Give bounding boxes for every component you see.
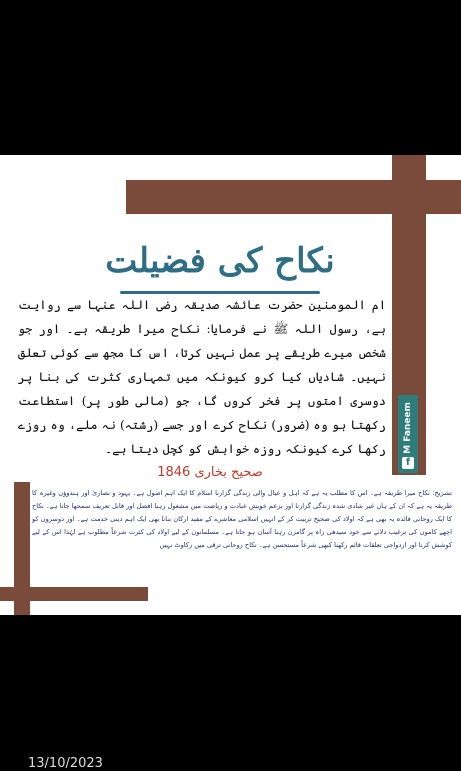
watermark-label: M Faneem [403,402,413,454]
facebook-icon: f [402,457,414,469]
hadith-source: صحیح بخاری 1846 [157,465,263,480]
post-card [0,155,461,615]
post-title: نکاح کی فضیلت [105,241,335,281]
hadith-text: ام المومنین حضرت عائشہ صدیقہ رضی اللہ عنہا سے روایت ہے، رسول اللہ ﷺ نے فرمایا: نکاح میرا طریقہ ہے۔ اور جو شخص میرے طریقے پر عمل نہیں کرتا، اس کا مجھ سے کوئی تعلق نہیں۔ شادیاں کیا کرو کیونکہ میں تمہاری کثرت کی بنا پر دوسری امتوں پر فخر کروں گا، جو (مالی طور پر) استطاعت رکھتا ہو وہ (ضرور) نکاح کرے اور جسے (رشتہ) نہ ملے، وہ روزے رکھا کرے کیونکہ روزہ خواہش کو کچل دیتا ہے۔ [18,298,386,456]
screenshot-date: 13/10/2023 [28,756,103,771]
cross-horizontal-bottom [0,587,148,601]
watermark-badge [398,395,418,473]
explanation-text: تشریح: نکاح میرا طریقہ ہے۔ اس کا مطلب یہ ہے کہ اہل و عیال والی زندگی گزارنا اسلام کا ایک اہم اصول ہے۔ یہود و نصاریٰ اور ہندوؤں وغیرہ کا طریقہ یہ ہے کہ ان کے ہاں غیر شادی شدہ زندگی گزارنا اور بزعم خویش عبادت و ریاضت میں مشغول رہنا افضل اور قابل تعریف سمجھا جاتا ہے۔ نکاح کا ایک روحانی فائدہ یہ بھی ہے کہ اولاد کی صحیح تربیت کر کے انہیں اسلامی معاشرے کے مفید ارکان بنانا بھی ایک اہم دینی خدمت ہے۔ اور دوسروں کو اچھے کاموں کی ترغیب دلانے سے خود سیدھی راہ پر گامزن رہنا آسان ہو جاتا ہے۔ مسلمانوں کے لیے اولاد کی کثرت شرعاً مطلوب ہے لہٰذا اس کے لیے کوشش کرنا اور ازدواجی تعلقات قائم رکھنا کبھی شرعاً مستحسن ہے۔ نکاح روحانی ترقی میں رکاوٹ نہیں [32,489,452,549]
